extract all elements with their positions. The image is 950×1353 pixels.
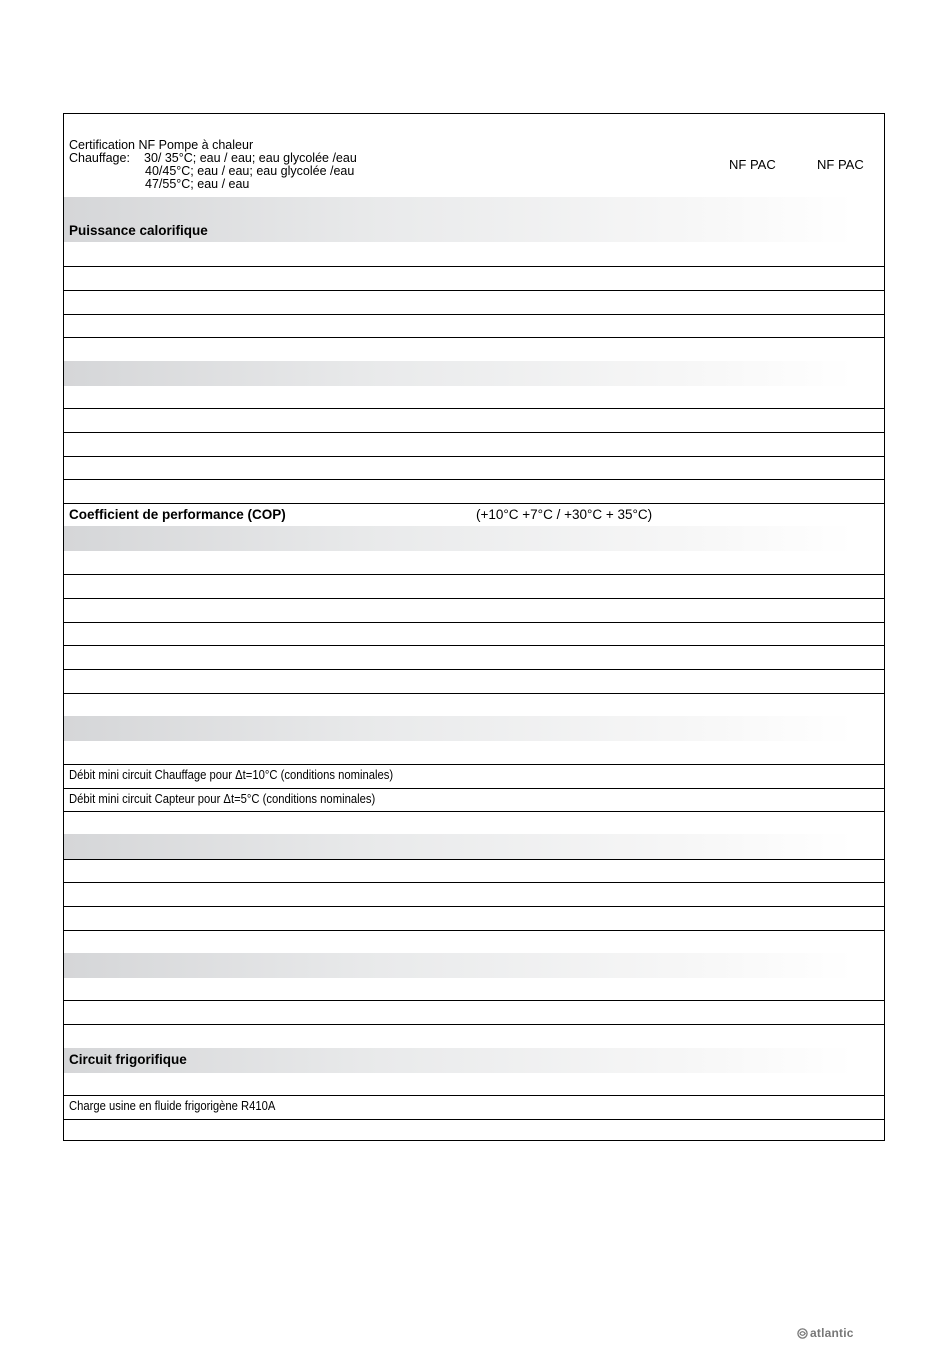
section-band — [64, 834, 854, 859]
atlantic-swirl-icon — [797, 1328, 808, 1339]
section-band — [64, 361, 854, 386]
cop-conditions: (+10°C +7°C / +30°C + 35°C) — [476, 507, 653, 522]
row-divider — [64, 290, 884, 291]
row-divider — [64, 764, 884, 765]
section-title-cop: Coefficient de performance (COP) — [69, 507, 286, 522]
row-divider — [64, 337, 884, 338]
section-title-circuit: Circuit frigorifique — [69, 1052, 187, 1067]
row-divider — [64, 859, 884, 860]
row-divider — [64, 432, 884, 433]
row-divider — [64, 408, 884, 409]
row-divider — [64, 693, 884, 694]
section-band — [64, 716, 854, 741]
row-divider — [64, 479, 884, 480]
section-band — [64, 953, 854, 978]
row-divider — [64, 811, 884, 812]
row-divider — [64, 456, 884, 457]
row-divider — [64, 930, 884, 931]
row-divider — [64, 882, 884, 883]
row-debit-capteur: Débit mini circuit Capteur pour Δt=5°C (conditions nominales) — [69, 792, 376, 806]
row-divider — [64, 1000, 884, 1001]
brand-name: atlantic — [810, 1326, 854, 1340]
row-debit-chauffage: Débit mini circuit Chauffage pour Δt=10°C (conditions nominales) — [69, 768, 394, 782]
certification-condition-1: 30/ 35°C; eau / eau; eau glycolée /eau — [144, 151, 357, 165]
row-divider — [64, 906, 884, 907]
row-divider — [64, 314, 884, 315]
brand-logo — [797, 1326, 854, 1340]
row-divider — [64, 1024, 884, 1025]
section-title-puissance: Puissance calorifique — [69, 223, 208, 238]
spec-table — [63, 113, 885, 1141]
row-divider — [64, 503, 884, 504]
row-divider — [64, 1095, 884, 1096]
certification-condition-3: 47/55°C; eau / eau — [145, 177, 250, 191]
row-divider — [64, 788, 884, 789]
row-divider — [64, 598, 884, 599]
row-divider — [64, 1119, 884, 1120]
row-charge-fluide: Charge usine en fluide frigorigène R410A — [69, 1099, 276, 1113]
nf-pac-column-2: NF PAC — [817, 157, 864, 172]
row-divider — [64, 645, 884, 646]
certification-condition-2: 40/45°C; eau / eau; eau glycolée /eau — [145, 164, 355, 178]
row-divider — [64, 622, 884, 623]
row-divider — [64, 574, 884, 575]
section-band-cop — [64, 526, 854, 551]
row-divider — [64, 266, 884, 267]
nf-pac-column-1: NF PAC — [729, 157, 776, 172]
certification-label: Chauffage: — [69, 151, 130, 165]
certification-title: Certification NF Pompe à chaleur — [69, 138, 254, 152]
row-divider — [64, 669, 884, 670]
